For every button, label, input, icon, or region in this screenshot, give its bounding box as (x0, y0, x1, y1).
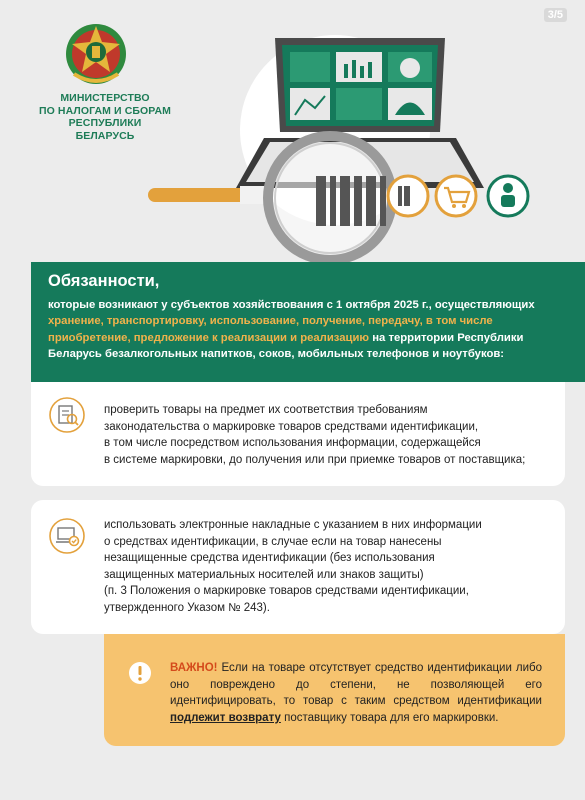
duty-2-line: утвержденного Указом № 243). (104, 601, 270, 614)
duty-1-line: проверить товары на предмет их соответствия требованиям (104, 404, 428, 416)
banner-line-3-highlight: приобретение, предложение к реализации и реализацию (48, 331, 370, 344)
barcode-circle-icon (388, 176, 428, 216)
banner-line-3-rest: на территории Республики (369, 331, 524, 344)
warning-label: ВАЖНО! (170, 662, 218, 674)
banner-text (48, 297, 568, 363)
duty-2-line: о средствах идентификации, в случае если на товар нанесены (104, 535, 442, 548)
duty-1-line: в системе маркировки, до получения или при приемке товаров от поставщика; (104, 453, 526, 466)
duty-2-line: защищенных материальных носителей или знаков защиты) (104, 568, 424, 581)
banner-line-4: Беларусь безалкогольных напитков, соков, мобильных телефонов и ноутбуков: (48, 348, 505, 361)
duty-2-line: использовать электронные накладные с указанием в них информации (104, 519, 482, 531)
hero-illustration (140, 20, 540, 265)
shopping-cart-icon (436, 176, 476, 216)
page-number: 3/5 (544, 8, 567, 22)
exclamation-icon (128, 661, 152, 685)
document-check-icon (49, 397, 85, 433)
ministry-emblem-icon (64, 20, 128, 90)
ministry-line-2: ПО НАЛОГАМ И СБОРАМ (38, 104, 172, 117)
warning-text (170, 660, 542, 726)
warning-text-1: Если на товаре отсутствует средство идентификации либо оно повреждено до степени, не позволяющей его идентифицировать, то товар с таким средством идентификации (170, 662, 542, 708)
banner-line-3 (48, 330, 568, 346)
duty-1-text (104, 402, 525, 468)
duty-2-text (104, 517, 482, 617)
duty-1-line: в том числе посредством использования информации, содержащейся (104, 437, 481, 450)
duty-2-line: (п. 3 Положения о маркировке товаров средствами идентификации, (104, 585, 469, 598)
ministry-line-1: МИНИСТЕРСТВО (60, 92, 150, 104)
warning-text-2: поставщику товара для его маркировки. (280, 711, 499, 724)
person-icon (488, 176, 528, 216)
banner-title: Обязанности, (48, 272, 160, 290)
banner-line-1: которые возникают у субъектов хозяйствования с 1 октября 2025 г., осуществляющих (48, 299, 535, 311)
ministry-line-3: РЕСПУБЛИКИ БЕЛАРУСЬ (68, 117, 142, 142)
laptop-check-icon (49, 518, 85, 554)
duty-2-line: незащищенные средства идентификации (без использования (104, 552, 435, 565)
warning-emphasis: подлежит возврату (170, 711, 281, 724)
duty-1-line: законодательства о маркировке товаров средствами идентификации, (104, 420, 479, 433)
banner-line-2: хранение, транспортировку, использование, получение, передачу, в том числе (48, 315, 493, 328)
